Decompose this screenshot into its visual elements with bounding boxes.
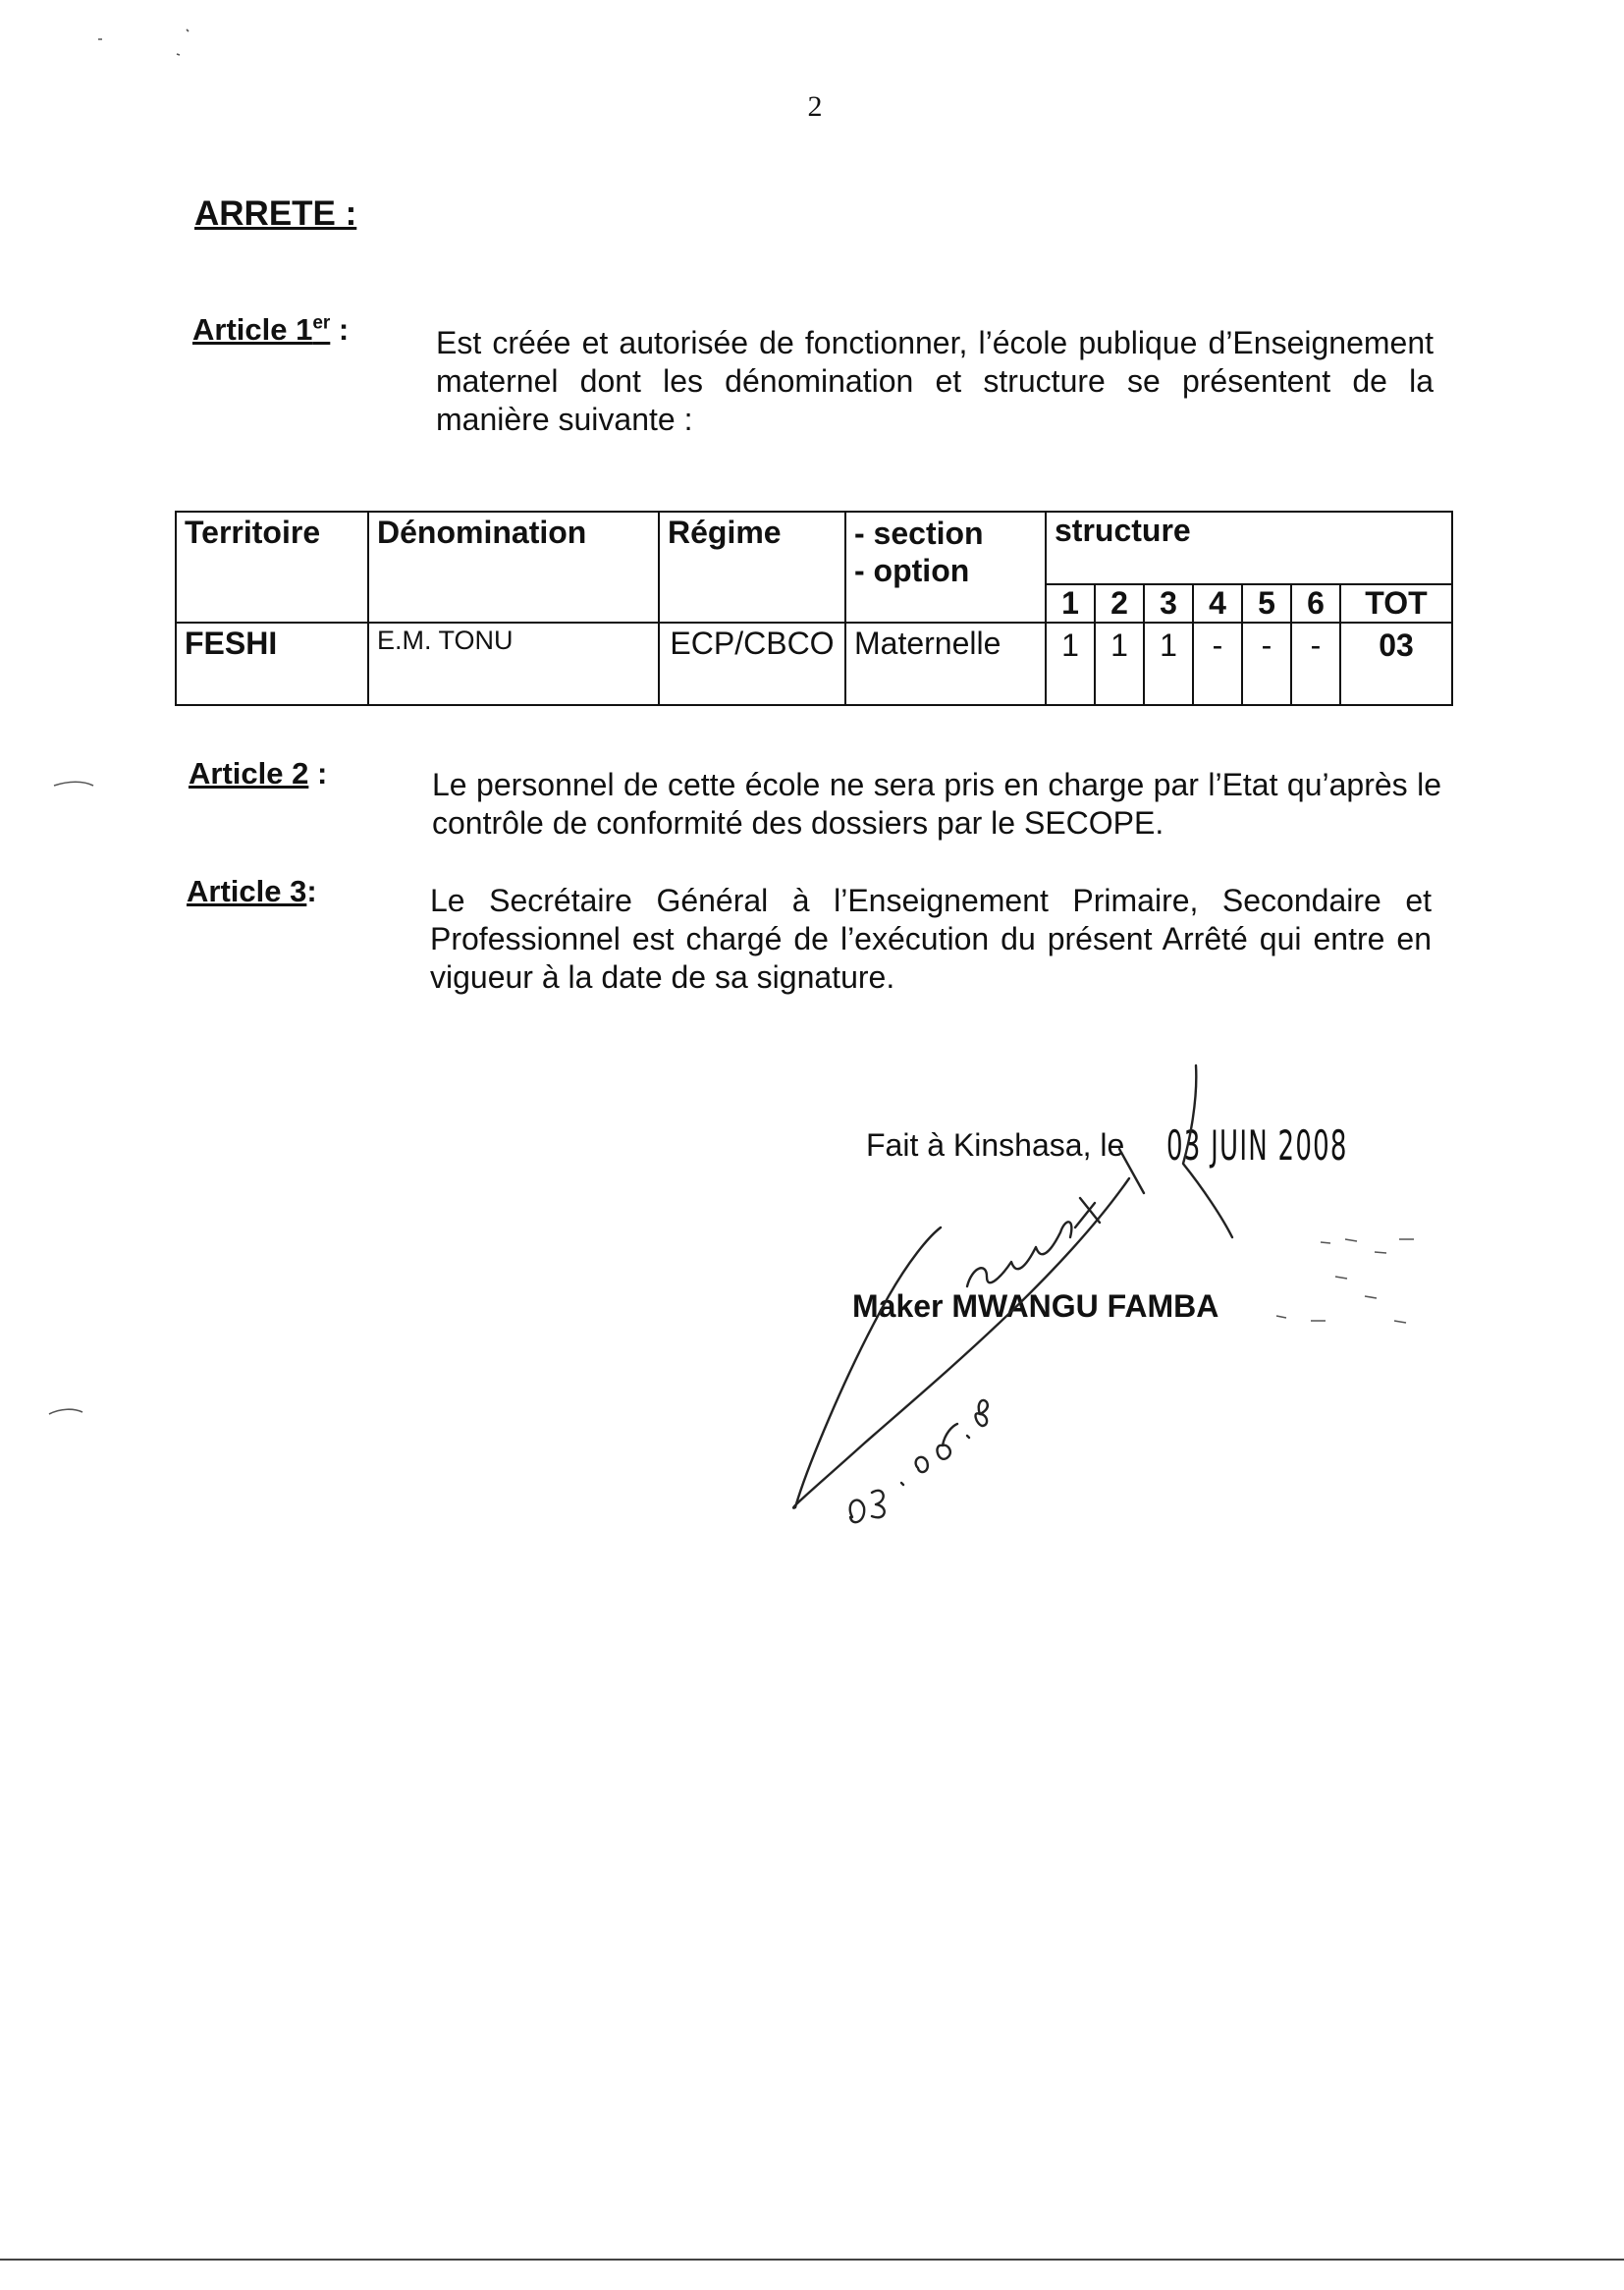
cell-level-2: 1: [1095, 623, 1144, 705]
school-structure-table: [175, 511, 1453, 706]
cell-denomination: E.M. TONU: [368, 623, 659, 705]
level-header-6: 6: [1291, 584, 1340, 623]
place-date-text: Fait à Kinshasa, le: [866, 1127, 1125, 1163]
article-2-label: [189, 756, 327, 791]
article-1-label-sup: er: [312, 312, 331, 334]
level-header-3: 3: [1144, 584, 1193, 623]
cell-level-tot: 03: [1340, 623, 1452, 705]
signer-name: Maker MWANGU FAMBA: [852, 1288, 1219, 1324]
article-1-label-main: Article 1: [192, 312, 313, 347]
cell-option: Maternelle: [845, 623, 1046, 705]
article-1-label: [192, 312, 349, 348]
level-header-5: 5: [1242, 584, 1291, 623]
article-3-label-suffix: :: [306, 874, 317, 908]
article-1-text: Est créée et autorisée de fonctionner, l’école publique d’Enseignement maternel dont les dénomination et structure se présentent de la manière suivante :: [436, 325, 1434, 437]
article-2-label-suffix: :: [308, 756, 328, 791]
level-header-1: 1: [1046, 584, 1095, 623]
header-regime: Régime: [659, 512, 845, 623]
arrete-heading: ARRETE :: [194, 194, 357, 233]
article-2-label-main: Article 2: [189, 756, 309, 791]
table-row: [176, 623, 1452, 705]
table-header-row: [176, 512, 1452, 584]
article-3-label-main: Article 3: [187, 874, 307, 908]
date-stamp: 03 JUIN 2008: [1166, 1121, 1348, 1170]
cell-level-1: 1: [1046, 623, 1095, 705]
article-3-label: [187, 874, 317, 909]
header-section-option: [845, 512, 1046, 623]
article-1-label-suffix: :: [330, 312, 350, 347]
cell-territoire: FESHI: [176, 623, 368, 705]
header-option: - option: [854, 553, 970, 588]
level-header-4: 4: [1193, 584, 1242, 623]
article-3-text: Le Secrétaire Général à l’Enseignement Primaire, Secondaire et Professionnel est chargé de l’exécution du présent Arrêté qui entre en vigueur à la date de sa signature.: [430, 883, 1432, 995]
bottom-rule: [0, 2259, 1624, 2261]
level-header-2: 2: [1095, 584, 1144, 623]
header-structure: structure: [1046, 512, 1452, 584]
level-header-tot: TOT: [1340, 584, 1452, 623]
cell-level-6: -: [1291, 623, 1340, 705]
cell-level-4: -: [1193, 623, 1242, 705]
cell-level-5: -: [1242, 623, 1291, 705]
header-section: - section: [854, 516, 984, 551]
header-territoire: Territoire: [176, 512, 368, 623]
cell-level-3: 1: [1144, 623, 1193, 705]
header-denomination: Dénomination: [368, 512, 659, 623]
cell-regime: ECP/CBCO: [659, 623, 845, 705]
article-2-text: Le personnel de cette école ne sera pris en charge par l’Etat qu’après le contrôle de conformité des dossiers par le SECOPE.: [432, 767, 1441, 841]
page-number: 2: [807, 90, 823, 123]
